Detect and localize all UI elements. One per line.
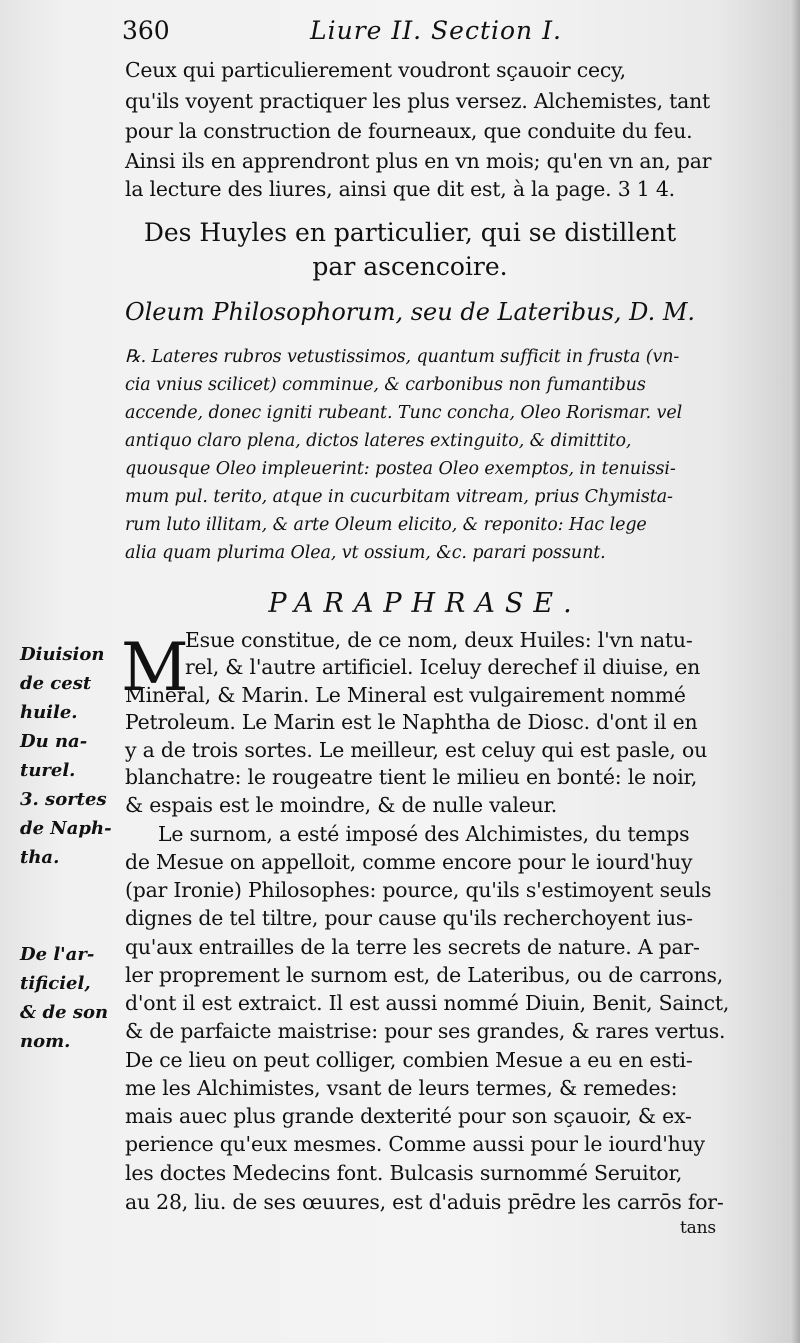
section-heading-line: Des Huyles en particulier, qui se distillent	[143, 218, 677, 247]
intro-line: Ceux qui particulierement voudront sçauoir cecy,	[125, 58, 626, 82]
paraphrase-line: & espais est le moindre, & de nulle valeur.	[125, 793, 558, 817]
margin-note	[20, 785, 112, 872]
margin-note-line: Diuision	[20, 644, 105, 665]
recipe-line: antiquo claro plena, dictos lateres extinguito, & dimittito,	[125, 431, 632, 451]
margin-note	[20, 940, 108, 1056]
intro-line: Ainsi ils en apprendront plus en vn mois; qu'en vn an, par	[125, 149, 712, 173]
paraphrase-line: les doctes Medecins font. Bulcasis surnommé Seruitor,	[125, 1161, 683, 1185]
page-edge-shadow	[790, 0, 800, 1343]
paraphrase-line: perience qu'eux mesmes. Comme aussi pour le iourd'huy	[125, 1132, 705, 1156]
recipe-line: cia vnius scilicet) comminue, & carbonibus non fumantibus	[125, 375, 646, 395]
recipe-title: Oleum Philosophorum, seu de Lateribus, D. M.	[124, 298, 696, 326]
margin-note-line: De l'ar-	[20, 944, 95, 965]
margin-note-line: tha.	[20, 847, 60, 868]
paraphrase-title: PARAPHRASE.	[268, 588, 582, 619]
paraphrase-line: (par Ironie) Philosophes: pource, qu'ils s'estimoyent seuls	[125, 878, 712, 902]
paraphrase-line: qu'aux entrailles de la terre les secrets de nature. A par-	[125, 935, 700, 959]
paraphrase-line: De ce lieu on peut colliger, combien Mesue a eu en esti-	[125, 1048, 693, 1072]
paraphrase-line: mais auec plus grande dexterité pour son sçauoir, & ex-	[125, 1104, 692, 1128]
margin-note-line: 3. sortes	[20, 789, 107, 810]
page-number: 360	[122, 16, 170, 45]
margin-note-line: nom.	[20, 1031, 71, 1052]
paraphrase-line: d'ont il est extraict. Il est aussi nommé Diuin, Benit, Sainct,	[125, 991, 730, 1015]
recipe-line: rum luto illitam, & arte Oleum elicito, & reponito: Hac lege	[125, 515, 647, 535]
paraphrase-line: Mineral, & Marin. Le Mineral est vulgairement nommé	[125, 683, 686, 707]
recipe-line: accende, donec igniti rubeant. Tunc concha, Oleo Rorismar. vel	[125, 403, 683, 423]
margin-note-line: & de son	[20, 1002, 109, 1023]
catchword: tans	[680, 1218, 716, 1238]
margin-note-line: de Naph-	[20, 818, 112, 839]
recipe-line: alia quam plurima Olea, vt ossium, &c. parari possunt.	[125, 543, 606, 563]
margin-note-line: Du na-	[20, 731, 88, 752]
margin-note-line: de cest	[20, 673, 92, 694]
paraphrase-line: ler proprement le surnom est, de Lateribus, ou de carrons,	[125, 963, 724, 987]
margin-note-line: tificiel,	[20, 973, 91, 994]
intro-line: pour la construction de fourneaux, que conduite du feu.	[125, 119, 693, 143]
paraphrase-line: rel, & l'autre artificiel. Iceluy derechef il diuise, en	[185, 655, 701, 679]
section-heading-line: par ascencoire.	[312, 252, 508, 281]
drop-cap: M	[121, 629, 189, 706]
paraphrase-line: Le surnom, a esté imposé des Alchimistes, du temps	[158, 822, 690, 846]
paraphrase-line: de Mesue on appelloit, comme encore pour le iourd'huy	[125, 850, 693, 874]
paraphrase-line: Petroleum. Le Marin est le Naphtha de Diosc. d'ont il en	[125, 710, 698, 734]
paraphrase-line: Esue constitue, de ce nom, deux Huiles: l'vn natu-	[185, 628, 693, 652]
paraphrase-line: me les Alchimistes, vsant de leurs termes, & remedes:	[125, 1076, 678, 1100]
paraphrase-line: au 28, liu. de ses œuures, est d'aduis prēdre les carrōs for-	[125, 1190, 724, 1214]
running-title: Liure II. Section I.	[310, 16, 562, 45]
intro-line: la lecture des liures, ainsi que dit est, à la page. 3 1 4.	[125, 177, 675, 201]
recipe-line: quousque Oleo impleuerint: postea Oleo exemptos, in tenuissi-	[125, 459, 676, 479]
recipe-line: mum pul. terito, atque in cucurbitam vitream, prius Chymista-	[125, 487, 673, 507]
paraphrase-line: blanchatre: le rougeatre tient le milieu en bonté: le noir,	[125, 765, 698, 789]
margin-note-line: turel.	[20, 760, 76, 781]
recipe-line: ℞. Lateres rubros vetustissimos, quantum sufficit in frusta (vn-	[125, 347, 680, 367]
paraphrase-line: dignes de tel tiltre, pour cause qu'ils recherchoyent ius-	[125, 906, 693, 930]
intro-line: qu'ils voyent practiquer les plus versez. Alchemistes, tant	[125, 89, 711, 113]
paraphrase-line: y a de trois sortes. Le meilleur, est celuy qui est pasle, ou	[125, 738, 708, 762]
margin-note-line: huile.	[20, 702, 78, 723]
margin-note	[20, 640, 104, 785]
paraphrase-line: & de parfaicte maistrise: pour ses grandes, & rares vertus.	[125, 1019, 726, 1043]
